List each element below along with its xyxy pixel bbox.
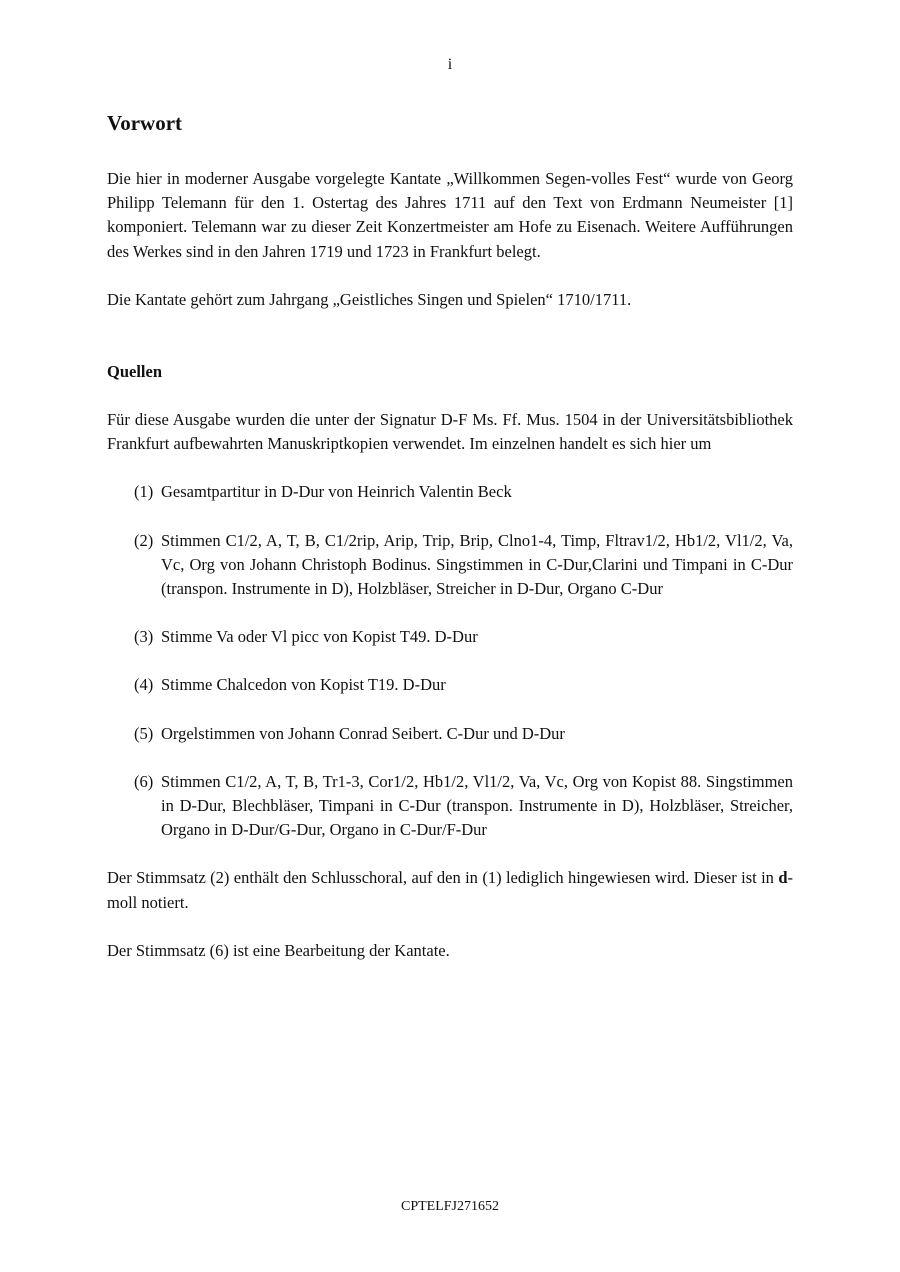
- page-number: i: [447, 56, 453, 73]
- document-body: [107, 108, 793, 987]
- source-item-6: [107, 770, 793, 843]
- source-item-2: [107, 529, 793, 602]
- source-description: Orgelstimmen von Johann Conrad Seibert. C-Dur und D-Dur: [161, 723, 565, 743]
- source-item-3: [107, 625, 793, 649]
- note-stimmsatz-2-text-end: -moll notiert.: [107, 868, 793, 912]
- source-list: [107, 480, 793, 842]
- preface-title: Vorwort: [107, 111, 183, 135]
- sources-intro-paragraph: Für diese Ausgabe wurden die unter der Signatur D-F Ms. Ff. Mus. 1504 in der Universitätsbibliothek Frankfurt aufbewahrten Manuskriptkopien verwendet. Im einzelnen handelt es sich hier um: [107, 410, 793, 454]
- source-number: (1): [134, 482, 154, 502]
- source-description: Gesamtpartitur in D-Dur von Heinrich Valentin Beck: [161, 482, 512, 502]
- preface-jahrgang-paragraph: Die Kantate gehört zum Jahrgang „Geistliches Singen und Spielen“ 1710/1711.: [107, 289, 632, 309]
- source-item-5: [107, 722, 793, 746]
- source-item-4: [107, 673, 793, 697]
- source-number: (2): [134, 530, 154, 550]
- preface-intro-paragraph: Die hier in moderner Ausgabe vorgelegte Kantate „Willkommen Segen-volles Fest“ wurde von Georg Philipp Telemann für den 1. Ostertag des Jahres 1711 auf den Text von Erdmann Neumeister [1] komponiert. Telemann war zu dieser Zeit Konzertmeister am Hofe zu Eisenach. Weitere Aufführungen des Werkes sind in den Jahren 1719 und 1723 in Frankfurt belegt.: [107, 169, 793, 261]
- source-number: (5): [134, 723, 154, 743]
- source-number: (6): [134, 771, 154, 791]
- sources-heading: Quellen: [107, 362, 163, 382]
- source-number: (4): [134, 675, 154, 695]
- source-item-1: [107, 480, 793, 504]
- source-description: Stimmen C1/2, A, T, B, Tr1-3, Cor1/2, Hb1/2, Vl1/2, Va, Vc, Org von Kopist 88. Singstimmen in D-Dur, Blechbläser, Timpani in C-Dur (transpon. Instrumente in D), Holzbläser, Streicher, Organo in D-Dur/G-Dur, Organo in C-Dur/F-Dur: [161, 771, 793, 840]
- note-stimmsatz-2-text: Der Stimmsatz (2) enthält den Schlusschoral, auf den in (1) lediglich hingewiesen wird. Dieser ist in: [107, 868, 779, 888]
- note-stimmsatz-2: [107, 866, 793, 914]
- source-number: (3): [134, 627, 154, 647]
- note-stimmsatz-6: Der Stimmsatz (6) ist eine Bearbeitung der Kantate.: [107, 940, 450, 960]
- source-description: Stimme Chalcedon von Kopist T19. D-Dur: [161, 675, 446, 695]
- source-description: Stimme Va oder Vl picc von Kopist T49. D-Dur: [161, 627, 478, 647]
- key-name: d: [778, 868, 788, 888]
- source-description: Stimmen C1/2, A, T, B, C1/2rip, Arip, Trip, Brip, Clno1-4, Timp, Fltrav1/2, Hb1/2, Vl1/2, Va, Vc, Org von Johann Christoph Bodinus. Singstimmen in C-Dur,Clarini und Timpani in C-Dur (transpon. Instrumente in D), Holzbläser, Streicher in D-Dur, Organo C-Dur: [161, 530, 793, 599]
- footer-code: CPTELFJ271652: [400, 1199, 499, 1214]
